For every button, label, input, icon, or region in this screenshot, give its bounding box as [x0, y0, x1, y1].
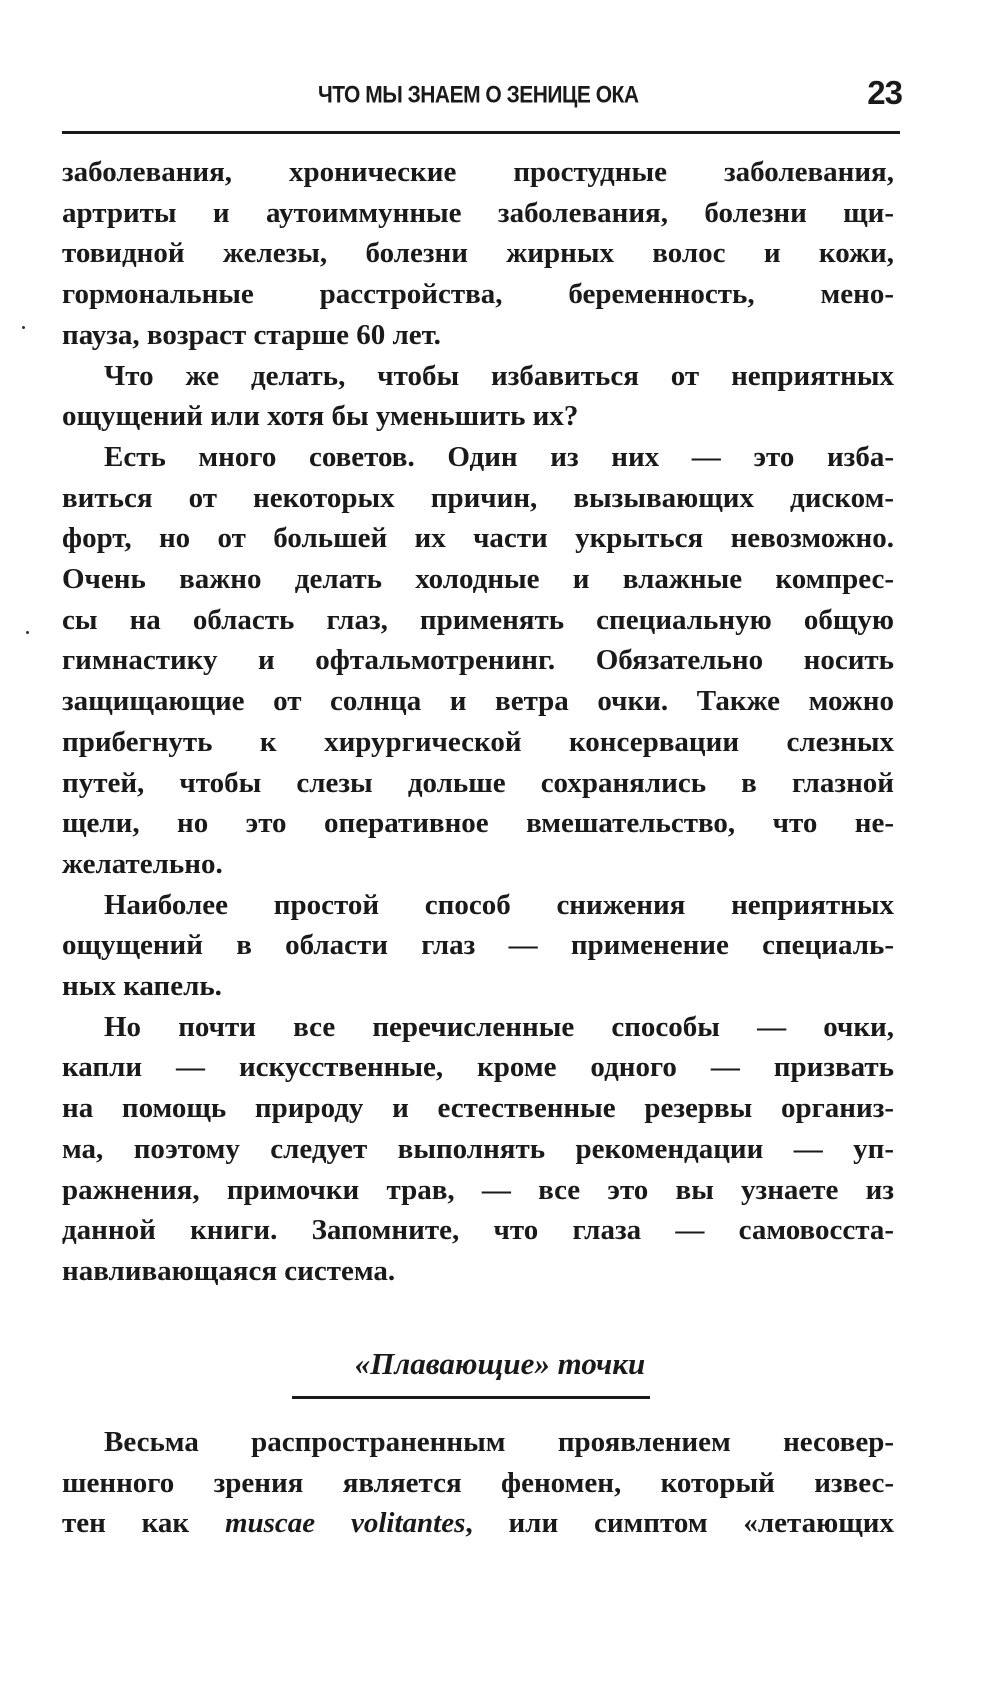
text-line: ма, поэтому следует выполнять рекомендации — уп- — [62, 1132, 894, 1165]
section-title: «Плавающие» точки — [354, 1346, 646, 1381]
section-text-line — [62, 1503, 894, 1544]
text-line: гормональные расстройства, беременность, мено- — [62, 278, 894, 311]
section-body — [62, 1422, 894, 1544]
scan-speck — [26, 631, 29, 634]
page-number: 23 — [867, 74, 902, 111]
text-line: защищающие от солнца и ветра очки. Также можно — [62, 685, 894, 718]
header-rule — [62, 131, 900, 134]
text-line: ных капель. — [62, 970, 222, 1003]
body-text — [62, 152, 894, 1292]
text-line: ощущений в области глаз — применение специаль- — [62, 929, 894, 962]
scan-speck — [22, 326, 25, 329]
text-line: желательно. — [62, 847, 223, 880]
text-line: сы на область глаз, применять специальную общую — [62, 603, 894, 636]
text-line: форт, но от большей их части укрыться невозможно. — [62, 522, 894, 555]
text-line: Но почти все перечисленные способы — очки, — [104, 1010, 894, 1043]
italic-term: muscae volitantes — [224, 1507, 466, 1540]
section-text-line — [62, 1463, 894, 1504]
running-head: ЧТО МЫ ЗНАЕМ О ЗЕНИЦЕ ОКА — [318, 82, 639, 109]
text-line: пауза, возраст старше 60 лет. — [62, 318, 441, 351]
text-line: навливающаяся система. — [62, 1254, 396, 1287]
text-line: артриты и аутоиммунные заболевания, болезни щи- — [62, 196, 894, 229]
text-line: Есть много советов. Один из них — это изба- — [104, 440, 894, 473]
section-title-rule — [292, 1396, 650, 1399]
text-line: товидной железы, болезни жирных волос и кожи, — [62, 237, 894, 270]
text-line: Очень важно делать холодные и влажные компрес- — [62, 563, 894, 596]
text-line: гимнастику и офтальмотренинг. Обязательно носить — [62, 644, 894, 677]
section-text-line — [62, 1422, 894, 1463]
text-line: щели, но это оперативное вмешательство, что не- — [62, 807, 894, 840]
text-line: путей, чтобы слезы дольше сохранялись в глазной — [62, 766, 894, 799]
text-line: Что же делать, чтобы избавиться от неприятных — [104, 359, 894, 392]
text-run: шенного зрения является феномен, который извес- — [62, 1466, 894, 1499]
text-run: Весьма распространенным проявлением несовер- — [104, 1426, 894, 1458]
text-run: тен как — [62, 1507, 225, 1540]
text-line: прибегнуть к хирургической консервации слезных — [62, 725, 894, 758]
text-line: виться от некоторых причин, вызывающих диском- — [62, 481, 894, 514]
text-line: ощущений или хотя бы уменьшить их? — [62, 400, 579, 433]
text-line: капли — искусственные, кроме одного — призвать — [62, 1051, 894, 1084]
text-line: Наиболее простой способ снижения неприятных — [104, 888, 894, 921]
text-line: ражнения, примочки трав, — все это вы узнаете из — [62, 1173, 894, 1206]
text-line: на помощь природу и естественные резервы организ- — [62, 1092, 894, 1125]
text-line: заболевания, хронические простудные заболевания, — [62, 156, 894, 188]
text-line: данной книги. Запомните, что глаза — самовосста- — [62, 1214, 894, 1247]
text-run: , или симптом «летающих — [465, 1507, 894, 1540]
